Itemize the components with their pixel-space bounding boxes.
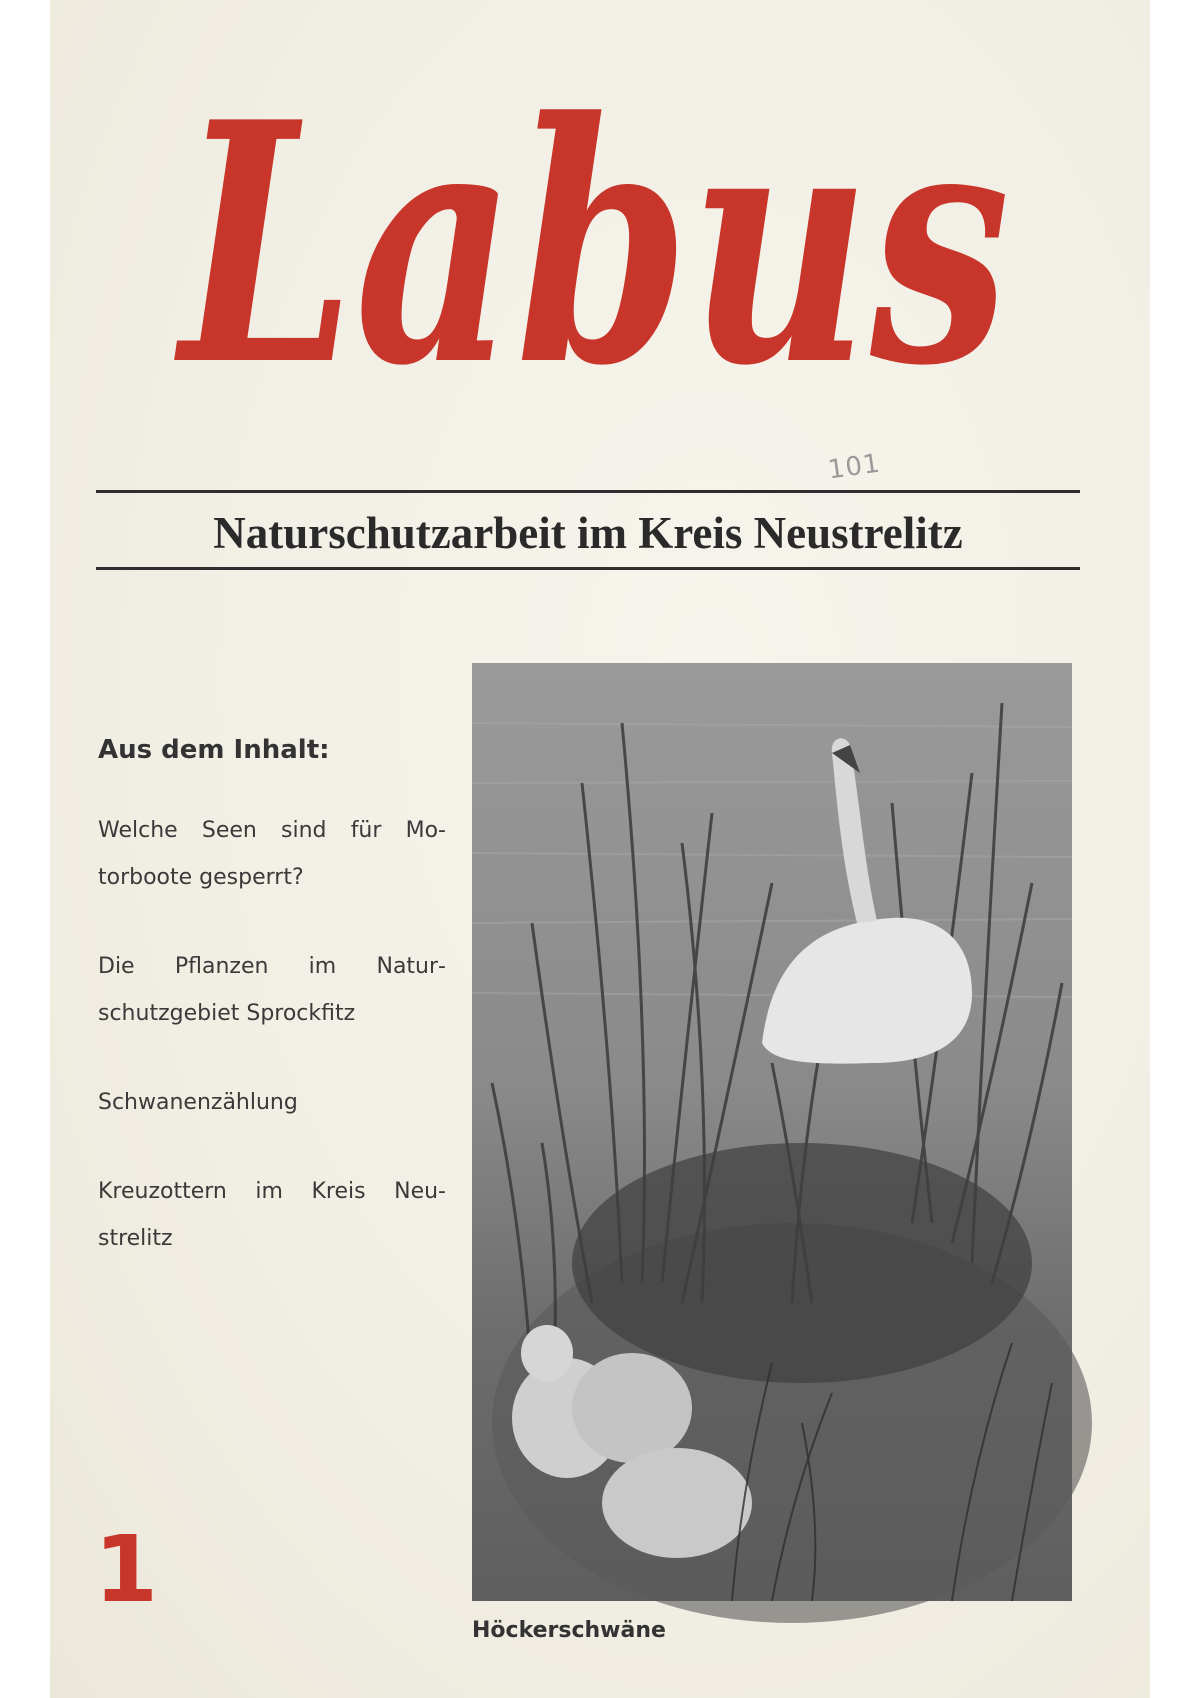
photo-caption: Höckerschwäne bbox=[472, 1618, 666, 1643]
contents-item: Kreuzottern im Kreis Neustrelitz bbox=[98, 1179, 446, 1251]
masthead-logo bbox=[170, 50, 1030, 438]
pencil-annotation: 101 bbox=[826, 448, 883, 486]
masthead-title: Labus bbox=[172, 50, 1010, 438]
issue-number: 1 bbox=[94, 1516, 159, 1623]
masthead-logo-graphic bbox=[170, 50, 1030, 438]
cover-photo-swans bbox=[472, 663, 1072, 1601]
contents-item: Die Pflanzen im Naturschutzgebiet Sprockfitz bbox=[98, 954, 446, 1026]
table-of-contents bbox=[98, 735, 446, 1304]
subtitle: Naturschutzarbeit im Kreis Neustrelitz bbox=[213, 508, 963, 558]
subtitle-rule-bottom bbox=[96, 567, 1080, 570]
swan-photo-illustration bbox=[472, 663, 1072, 1601]
contents-item: Schwanenzählung bbox=[98, 1090, 298, 1115]
contents-heading: Aus dem Inhalt: bbox=[98, 735, 330, 765]
contents-item: Welche Seen sind für Motorboote gesperrt? bbox=[98, 818, 446, 890]
subtitle-rule-top bbox=[96, 490, 1080, 493]
